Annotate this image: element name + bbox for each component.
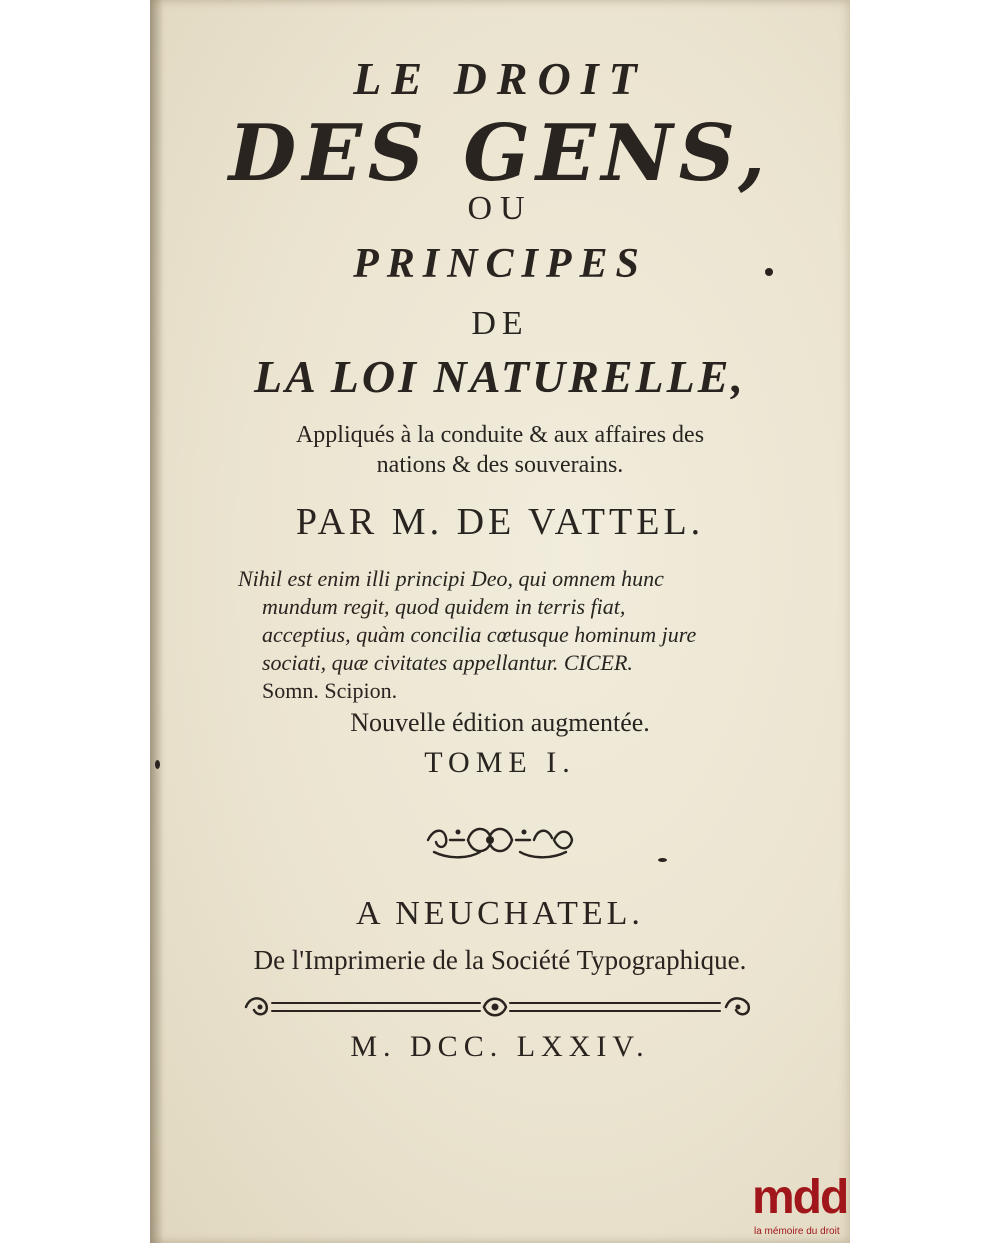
volume-label: TOME I. xyxy=(424,746,576,779)
epigraph-line-4: sociati, quæ civitates appellantur. CICER. xyxy=(262,650,633,675)
title-line-5: DE xyxy=(471,305,529,342)
subtitle-line-1: Appliqués à la conduite & aux affaires des xyxy=(295,422,705,448)
ink-speck xyxy=(155,760,160,769)
epigraph-line-2: mundum regit, quod quidem in terris fiat, xyxy=(262,594,626,619)
floral-ornament-icon xyxy=(420,818,580,862)
title-line-1: LE DROIT xyxy=(353,53,647,104)
logo-mark: mdd xyxy=(752,1171,848,1224)
title-line-6: LA LOI NATURELLE, xyxy=(254,351,746,402)
imprint-date: M. DCC. LXXIV. xyxy=(350,1030,650,1063)
title-line-2: DES GENS, xyxy=(228,108,772,199)
ink-speck xyxy=(658,858,667,862)
publisher-logo xyxy=(752,1172,852,1240)
edition-note: Nouvelle édition augmentée. xyxy=(350,708,650,737)
epigraph-line-3: acceptius, quàm concilia cœtusque hominum jure xyxy=(262,622,697,647)
subtitle-line-2: nations & des souverains. xyxy=(376,452,624,478)
imprint-printer: De l'Imprimerie de la Société Typographique. xyxy=(253,945,747,975)
author: PAR M. DE VATTEL. xyxy=(295,501,705,543)
logo-tagline: la mémoire du droit xyxy=(754,1226,840,1237)
imprint-place: A NEUCHATEL. xyxy=(356,895,644,932)
epigraph-line-1: Nihil est enim illi principi Deo, qui omnem hunc xyxy=(238,566,664,591)
ink-speck xyxy=(765,268,773,276)
title-line-4: PRINCIPES xyxy=(353,241,647,287)
decorative-rule-icon xyxy=(240,990,755,1024)
title-line-3: OU xyxy=(467,190,533,227)
epigraph-line-5: Somn. Scipion. xyxy=(262,678,398,703)
